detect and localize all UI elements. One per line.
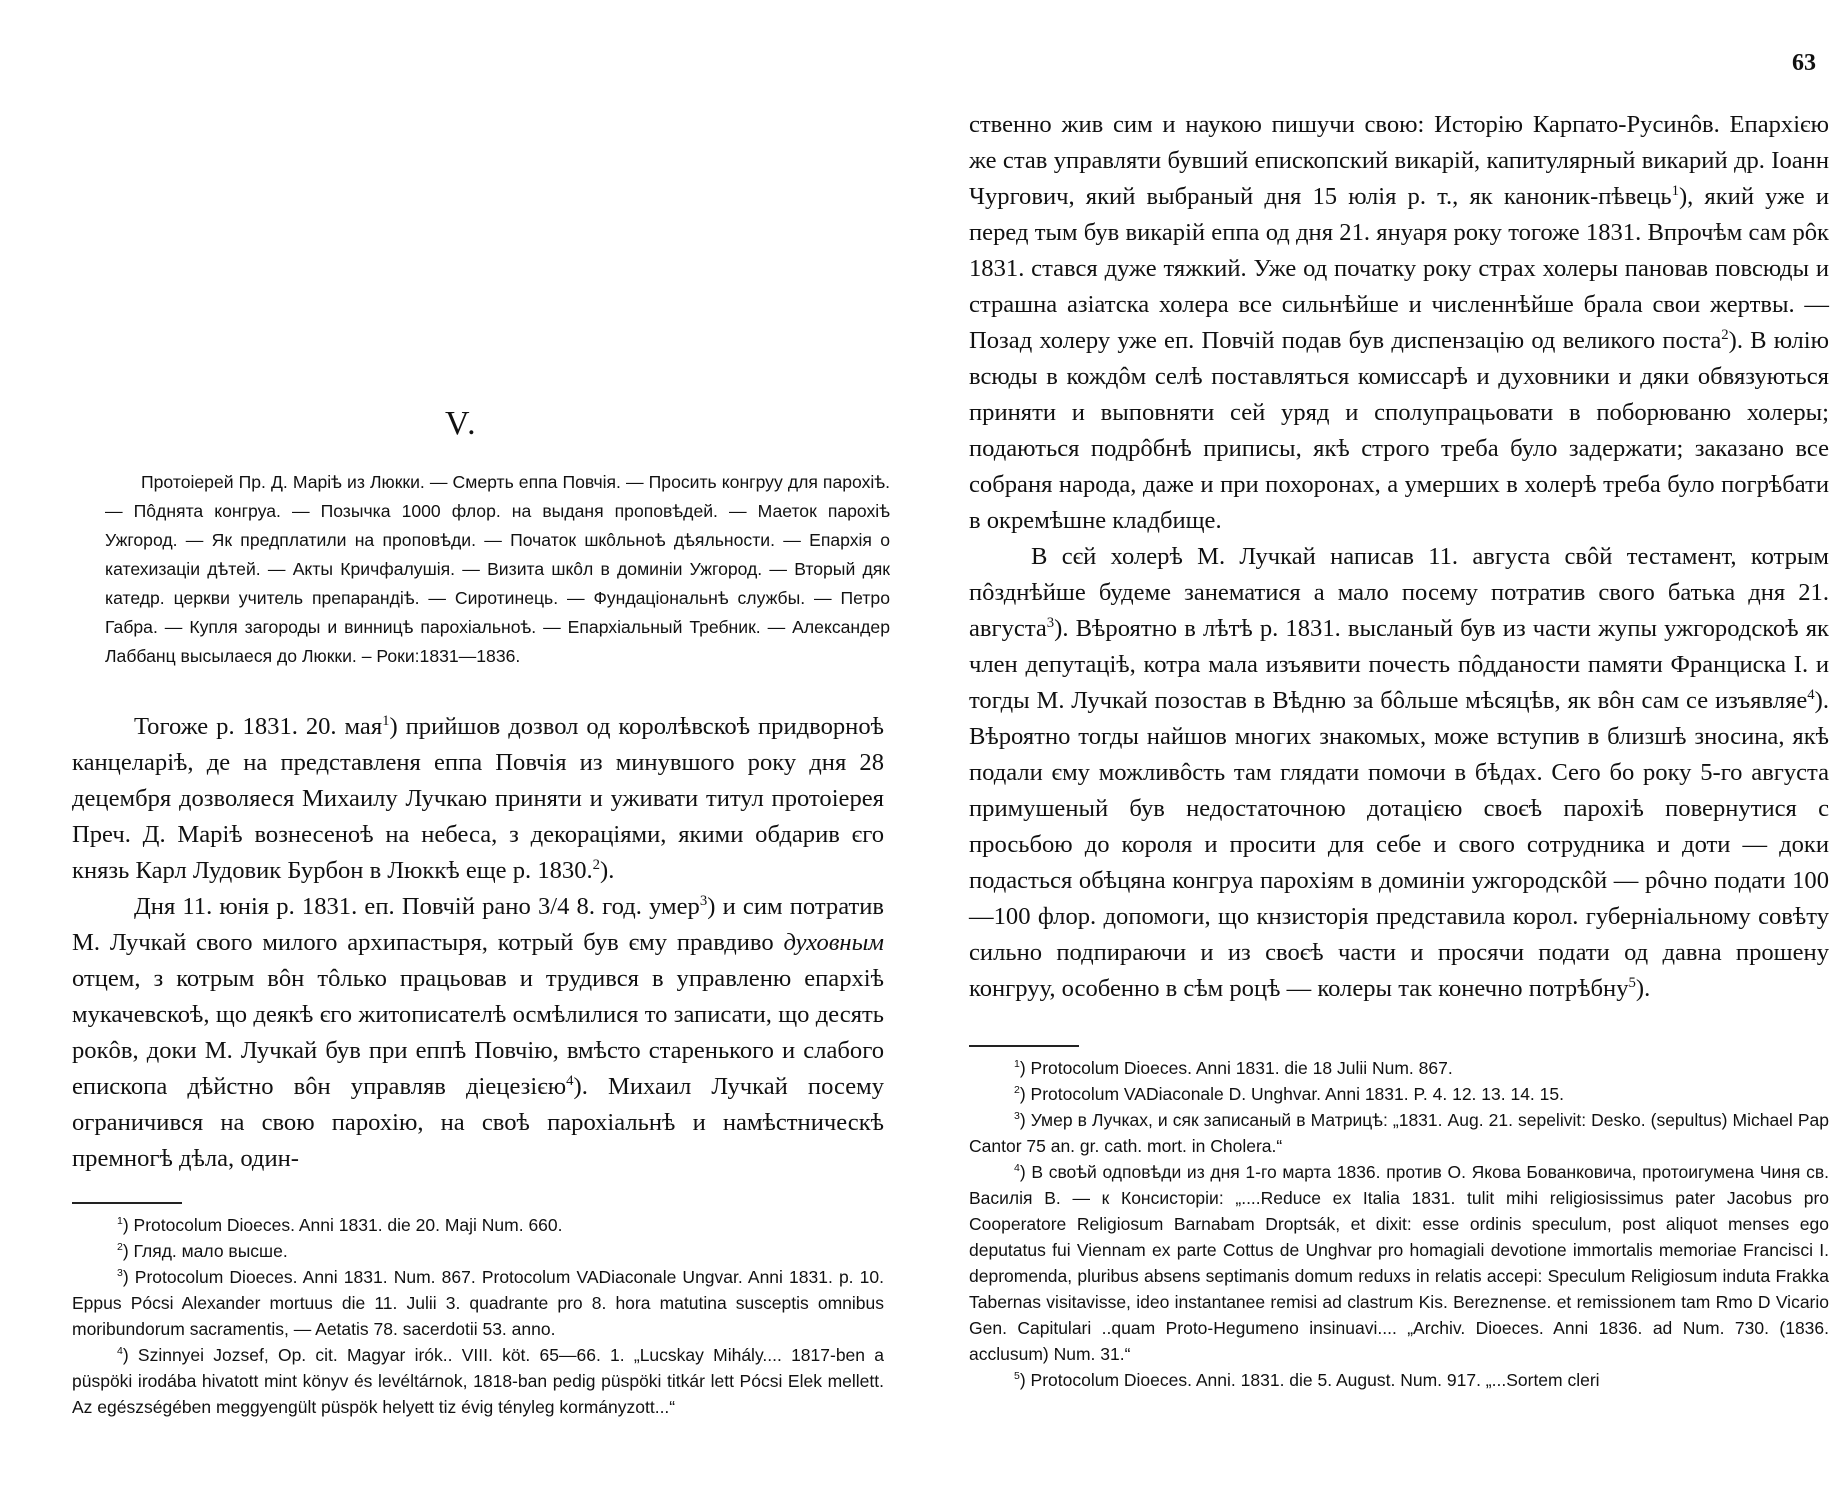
footnote: $^3$) Protocolum Dioeces. Anni 1831. Num. 867. Protocolum VADiaconale Ungvar. Anni 1831. p. 10. Eppus Pócsi Alexander mortuus die 11. Julii 3. quadrante pro 8. hora matutina susceptis omnibus moribundorum sacramentis, — Aetatis 78. sacerdotii 53. anno.: [72, 1267, 884, 1339]
footnote-ref: 4: [566, 1072, 574, 1089]
footnote: $^4$) В своѣй одповѣди из дня 1-го марта 1836. против О. Якова Бованковича, протоигумена Чиня св. Василія В. — к Консисторіи: „....Reduce ex Italia 1831. tulit mihi religiosissimus pater Jacobus pro Cooperatore Religiosum Barnabam Droptsák, et dixit: esse ordinis speculum, post aliquot menses ego deputatus fui Viennam ex parte Cottus de Unghvar pro homagiali devotione immortalis memoriae Francisci I. depromenda, pluribus absens septimanis domum reduxs in relatis accepi: Speculum Religiosum induta Frakka Tabernas visitavisse, ideo instantanee remisi ad clastrum Kis. Bereznense. et remissionem tam Rmo D Vicario Gen. Capitulari ..quam Proto-Hegumeno insinuavi.... „Archiv. Dioeces. Anni 1836. ad Num. 730. (1836. acclusum) Num. 31.“: [969, 1162, 1829, 1364]
emphasis: духовным: [783, 929, 884, 956]
right-page: [930, 0, 1846, 1500]
paragraph: Дня 11. юнія р. 1831. еп. Повчій рано 3/4 8. год. умер$^3$) и сим потратив М. Лучкай свого милого архипастыря, котрый був єму правдиво духовным отцем, з котрым вôн тôлько працьовав и трудився в управленю епархiѣ мукачевскоѣ, що деякѣ єго житописателѣ осмѣлилися то записати, що десять рокôв, доки М. Лучкай був при еппѣ Повчію, вмѣсто старенького и слабого епископа дѣйстно вôн управляв дiецезiєю$^4$). Михаил Лучкай посему ограничився на свою парохiю, на своѣ парохiальнѣ и намѣстническѣ премногѣ дѣла, один-: [72, 892, 885, 1172]
paragraph: Тогоже р. 1831. 20. мая$^1$) прийшов дозвол од королѣвскоѣ придворноѣ канцеларiѣ, де на представленя еппа Повчія из минувшого року дня 28 децембря дозволяеся Михаилу Лучкаю приняти и уживати титул протоiерея Преч. Д. Марiѣ вознесеноѣ на небеса, з декорацiями, якими обдарив єго князь Карл Лудовик Бурбон в Люккѣ еще р. 1830.$^2$).: [72, 712, 884, 884]
footnote-ref: 3: [699, 892, 708, 909]
left-page: [0, 0, 920, 1500]
chapter-number: V.: [445, 405, 478, 442]
left-body-text: [72, 709, 884, 1177]
right-body-text: [969, 107, 1829, 1007]
left-footnotes: [72, 1212, 884, 1420]
footnote-ref: 5: [1628, 974, 1636, 991]
footnote: $^5$) Protocolum Dioeces. Anni. 1831. die 5. August. Num. 917. „...Sortem cleri: [1014, 1370, 1600, 1390]
footnote-ref: 1: [382, 712, 390, 729]
footnote: $^1$) Protocolum Dioeces. Anni 1831. die 18 Julii Num. 867.: [1014, 1058, 1453, 1078]
footnote: $^2$) Protocolum VADiaconale D. Unghvar. Anni 1831. P. 4. 12. 13. 14. 15.: [1014, 1084, 1564, 1104]
footnote: $^4$) Szinnyei Jozsef, Op. cit. Magyar irók.. VIII. köt. 65—66. 1. „Lucskay Mihály.... 1817-ben a püspöki irodába hivatott mint könyv és levéltárnok, 1818-ban pedig püspöki titkár lett Pócsi Elek mellett. Az egészségében meggyengült püspök helyett tiz évig tényleg kormányzott...“: [72, 1345, 884, 1417]
right-footnotes: [969, 1055, 1829, 1393]
footnote-ref: 1: [1671, 182, 1679, 199]
footnote: $^3$) Умер в Лучках, и сяк записаный в Матрицѣ: „1831. Aug. 21. sepelivit: Desko. (sepultus) Michael Pap Cantor 75 an. gr. cath. mort. in Cholera.“: [969, 1110, 1829, 1156]
paragraph: ственно жив сим и наукою пишучи свою: Исторію Карпато-Русинôв. Епархiєю же став управляти бувший епископский викарій, капитулярный викарий др. Іоанн Чургович, який выбраный дня 15 юлія р. т., як каноник-пѣвець$^1$), який уже и перед тым був викарій еппа од дня 21. януаря року тогоже 1831. Впрочѣм сам рôк 1831. стався дуже тяжкий. Уже од початку року страх холеры пановав повсюды и страшна азiатска холера все сильнѣйше и численнѣйше брала свои жертвы. — Позад холеру уже еп. Повчій подав був диспензацiю од великого поста$^2$). В юлію всюды в кождôм селѣ поставляться комиссарѣ и духовники и дяки обвязуються приняти и выповняти сей уряд и сполупрацьовати в поборюваню холеры; подаються подрôбнѣ приписы, якѣ строго треба було задержати; заказано все собраня народа, даже и при похоронах, а умерших в холерѣ треба було погрѣбати в окремѣшне кладбище.: [969, 111, 1829, 534]
footnote-ref: 3: [1046, 614, 1055, 631]
footnote-ref: 2: [592, 856, 601, 873]
footnote: $^2$) Гляд. мало высше.: [117, 1241, 288, 1261]
footnote-ref: 4: [1807, 686, 1815, 703]
footnote: $^1$) Protocolum Dioeces. Anni 1831. die 20. Maji Num. 660.: [117, 1215, 563, 1235]
page-number: 63: [1792, 50, 1816, 76]
footnote-divider: [969, 1045, 1079, 1047]
paragraph: В сєй холерѣ М. Лучкай написав 11. августа свôй тестамент, котрым пôзднѣйше будеме занематися а мало посему потратив свого батька дня 21. августа$^3$). Вѣроятно в лѣтѣ р. 1831. высланый був из части жупы ужгородскоѣ як член депутацiѣ, котра мала изъявити почесть пôдданости памяти Франциска I. и тогды М. Лучкай позостав в Вѣдню за бôльше мѣсяцѣв, як вôн сам се изъявляе$^4$). Вѣроятно тогды найшов многих знакомых, може вступив в близшѣ зносина, якѣ подали єму можливôсть там глядати помочи в бѣдах. Сего бо року 5-го августа примушеный був недостаточною дотацiєю своєѣ парохiѣ повернутися с просьбою до короля и просити для себе и свого сотрудника и доти — доки подасться обѣцяна конгруа парохiям в доминiи ужгородскôй — рôчно подати 100—100 флор. допомоги, що кнзисторія представила корол. губернiальному совѣту сильно подпираючи и из своєѣ части и просячи подати од давна прошену конгруу, особенно в сѣм роцѣ — колеры так конечно потрѣбну$^5$).: [969, 543, 1829, 1002]
footnote-divider: [72, 1202, 182, 1204]
chapter-summary: Протоіерей Пр. Д. Марiѣ из Люкки. — Смерть еппа Повчія. — Просить конгруу для парохiѣ. — Пôднята конгруа. — Позычка 1000 флор. на выданя проповѣдей. — Маеток парохiѣ Ужгород. — Як предплатили на проповѣди. — Початок шкôльноѣ дѣяльности. — Епархія о катехизацiи дѣтей. — Акты Кричфалушія. — Визита шкôл в доминiи Ужгород. — Вторый дяк катедр. церкви учитель препарандiѣ. — Сиротинець. — Фундацiональнѣ службы. — Петро Габра. — Купля загороды и винницѣ парохiальноѣ. — Епархiальный Требник. — Александер Лаббанц высылаеся до Люкки. – Роки:1831—1836.: [105, 472, 890, 666]
footnote-ref: 2: [1721, 326, 1729, 343]
